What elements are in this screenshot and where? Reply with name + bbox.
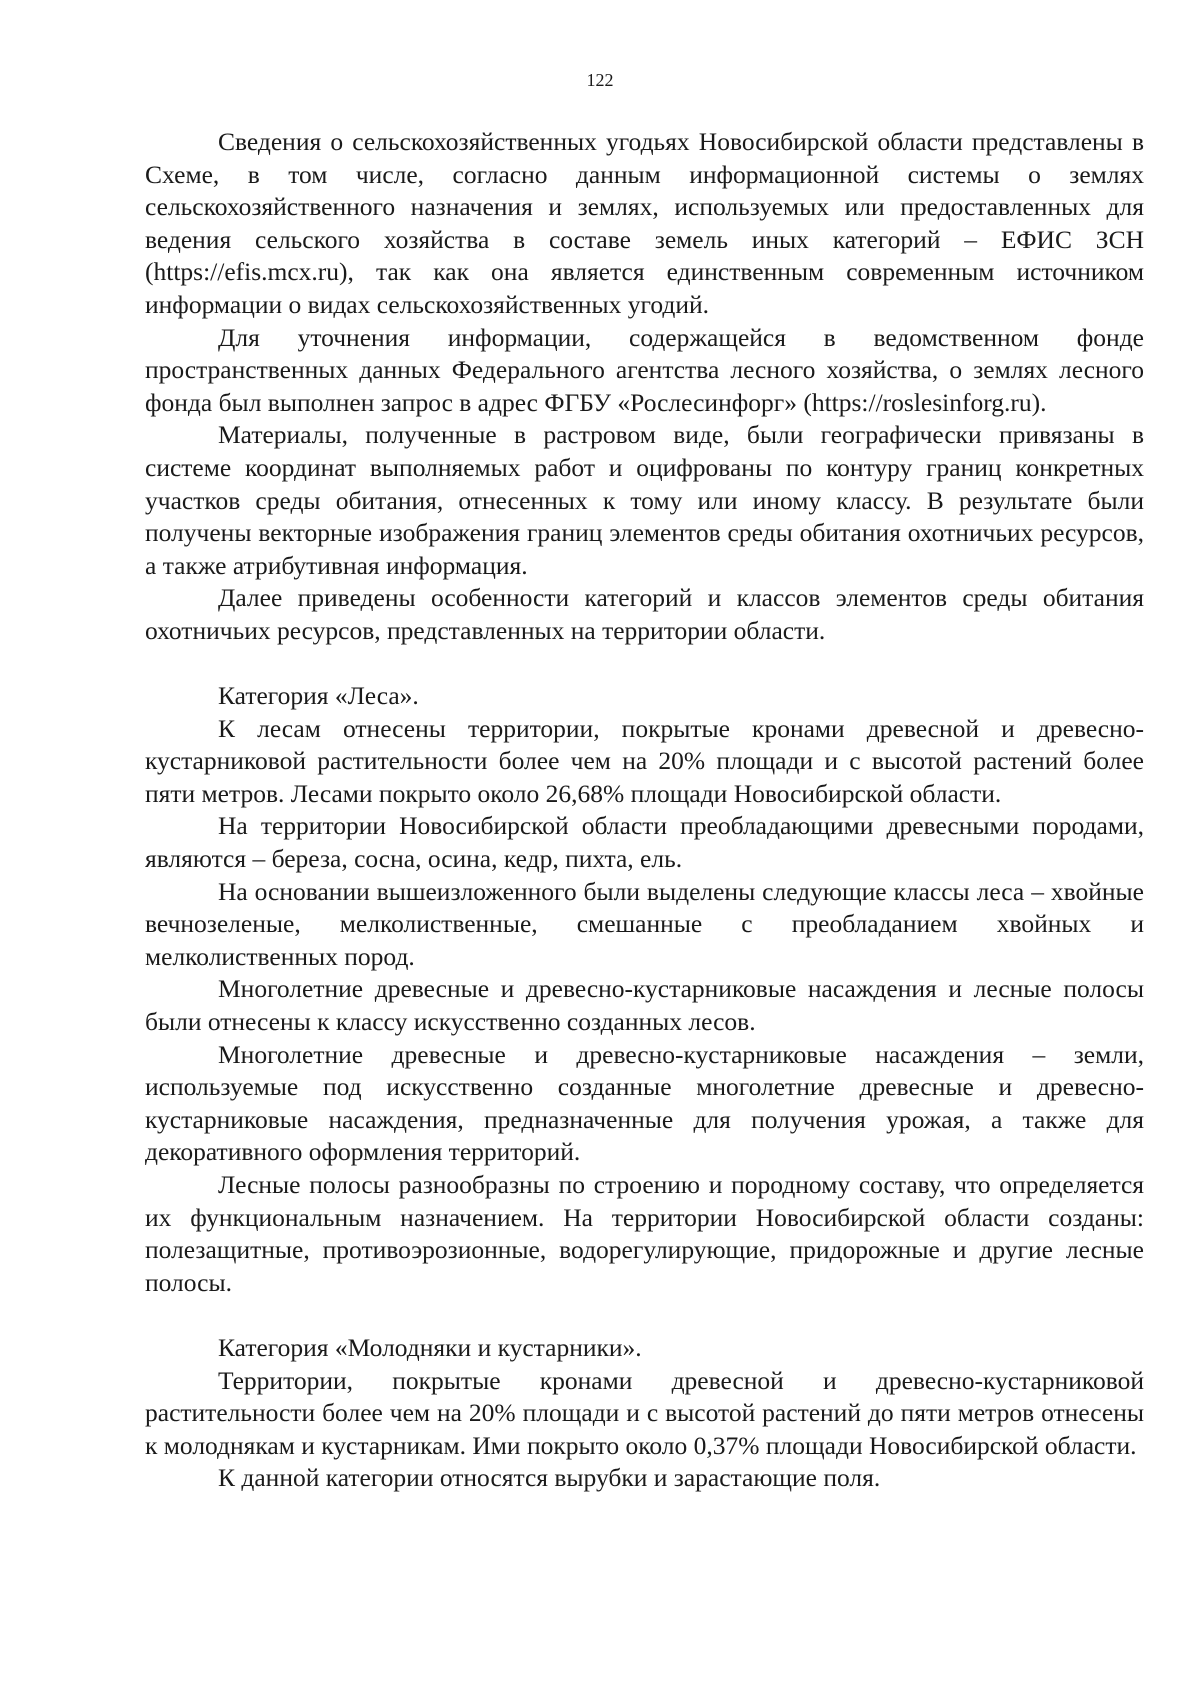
page-number: 122 <box>586 70 614 90</box>
paragraph-perennial-plantings: Многолетние древесные и древесно-кустарниковые насаждения – земли, используемые под искусственно созданные многолетние древесные и древесно-кустарниковые насаждения, предназначенные для получения урожая, а также для декоративного оформления территорий. <box>145 1039 1144 1167</box>
paragraph-tree-species: На территории Новосибирской области преобладающими древесными породами, являются – береза, сосна, осина, кедр, пихта, ель. <box>145 811 1144 874</box>
section-gap <box>145 648 1144 681</box>
paragraph-forest-classes: На основании вышеизложенного были выделены следующие классы леса – хвойные вечнозеленые, мелколиственные, смешанные с преобладанием хвойных и мелколиственных пород. <box>145 876 1144 971</box>
paragraph-raster-materials: Материалы, полученные в растровом виде, были географически привязаны в системе координат выполняемых работ и оцифрованы по контуру границ конкретных участков среды обитания, отнесенных к тому или иному классу. В результате были получены векторные изображения границ элементов среды обитания охотничьих ресурсов, а также атрибутивная информация. <box>145 420 1144 580</box>
paragraph-forests-definition: К лесам отнесены территории, покрытые кронами древесной и древесно-кустарниковой растительности более чем на 20% площади и с высотой растений более пяти метров. Лесами покрыто около 26,68% площади Новосибирской области. <box>145 713 1144 808</box>
paragraph-forest-fund-request: Для уточнения информации, содержащейся в ведомственном фонде пространственных данных Федерального агентства лесного хозяйства, о землях лесного фонда был выполнен запрос в адрес ФГБУ «Рослесинфорг» (https://roslesinforg.ru). <box>145 322 1144 417</box>
paragraph-artificial-forests: Многолетние древесные и древесно-кустарниковые насаждения и лесные полосы были отнесены к классу искусственно созданных лесов. <box>145 974 1144 1037</box>
paragraph-categories-intro: Далее приведены особенности категорий и классов элементов среды обитания охотничьих ресурсов, представленных на территории области. <box>145 583 1144 645</box>
paragraph-agricultural-lands: Сведения о сельскохозяйственных угодьях Новосибирской области представлены в Схеме, в том числе, согласно данным информационной системы о землях сельскохозяйственного назначения и землях, используемых или предоставленных для ведения сельского хозяйства в составе земель иных категорий – ЕФИС ЗСН (https://efis.mcx.ru), так как она является единственным современным источником информации о видах сельскохозяйственных угодий. <box>145 127 1144 319</box>
heading-forests: Категория «Леса». <box>218 681 419 711</box>
section-gap <box>145 1299 1144 1332</box>
document-body <box>145 126 1144 1495</box>
paragraph-young-growth-definition: Территории, покрытые кронами древесной и древесно-кустарниковой растительности более чем на 20% площади и с высотой растений до пяти метров отнесены к молоднякам и кустарникам. Ими покрыто около 0,37% площади Новосибирской области. <box>145 1365 1144 1460</box>
paragraph-clearings-fields: К данной категории относятся вырубки и зарастающие поля. <box>218 1463 881 1493</box>
heading-young-growth-shrubs: Категория «Молодняки и кустарники». <box>218 1332 642 1362</box>
paragraph-forest-belts: Лесные полосы разнообразны по строению и породному составу, что определяется их функциональным назначением. На территории Новосибирской области созданы: полезащитные, противоэрозионные, водорегулирующие, придорожные и другие лесные полосы. <box>145 1170 1144 1297</box>
